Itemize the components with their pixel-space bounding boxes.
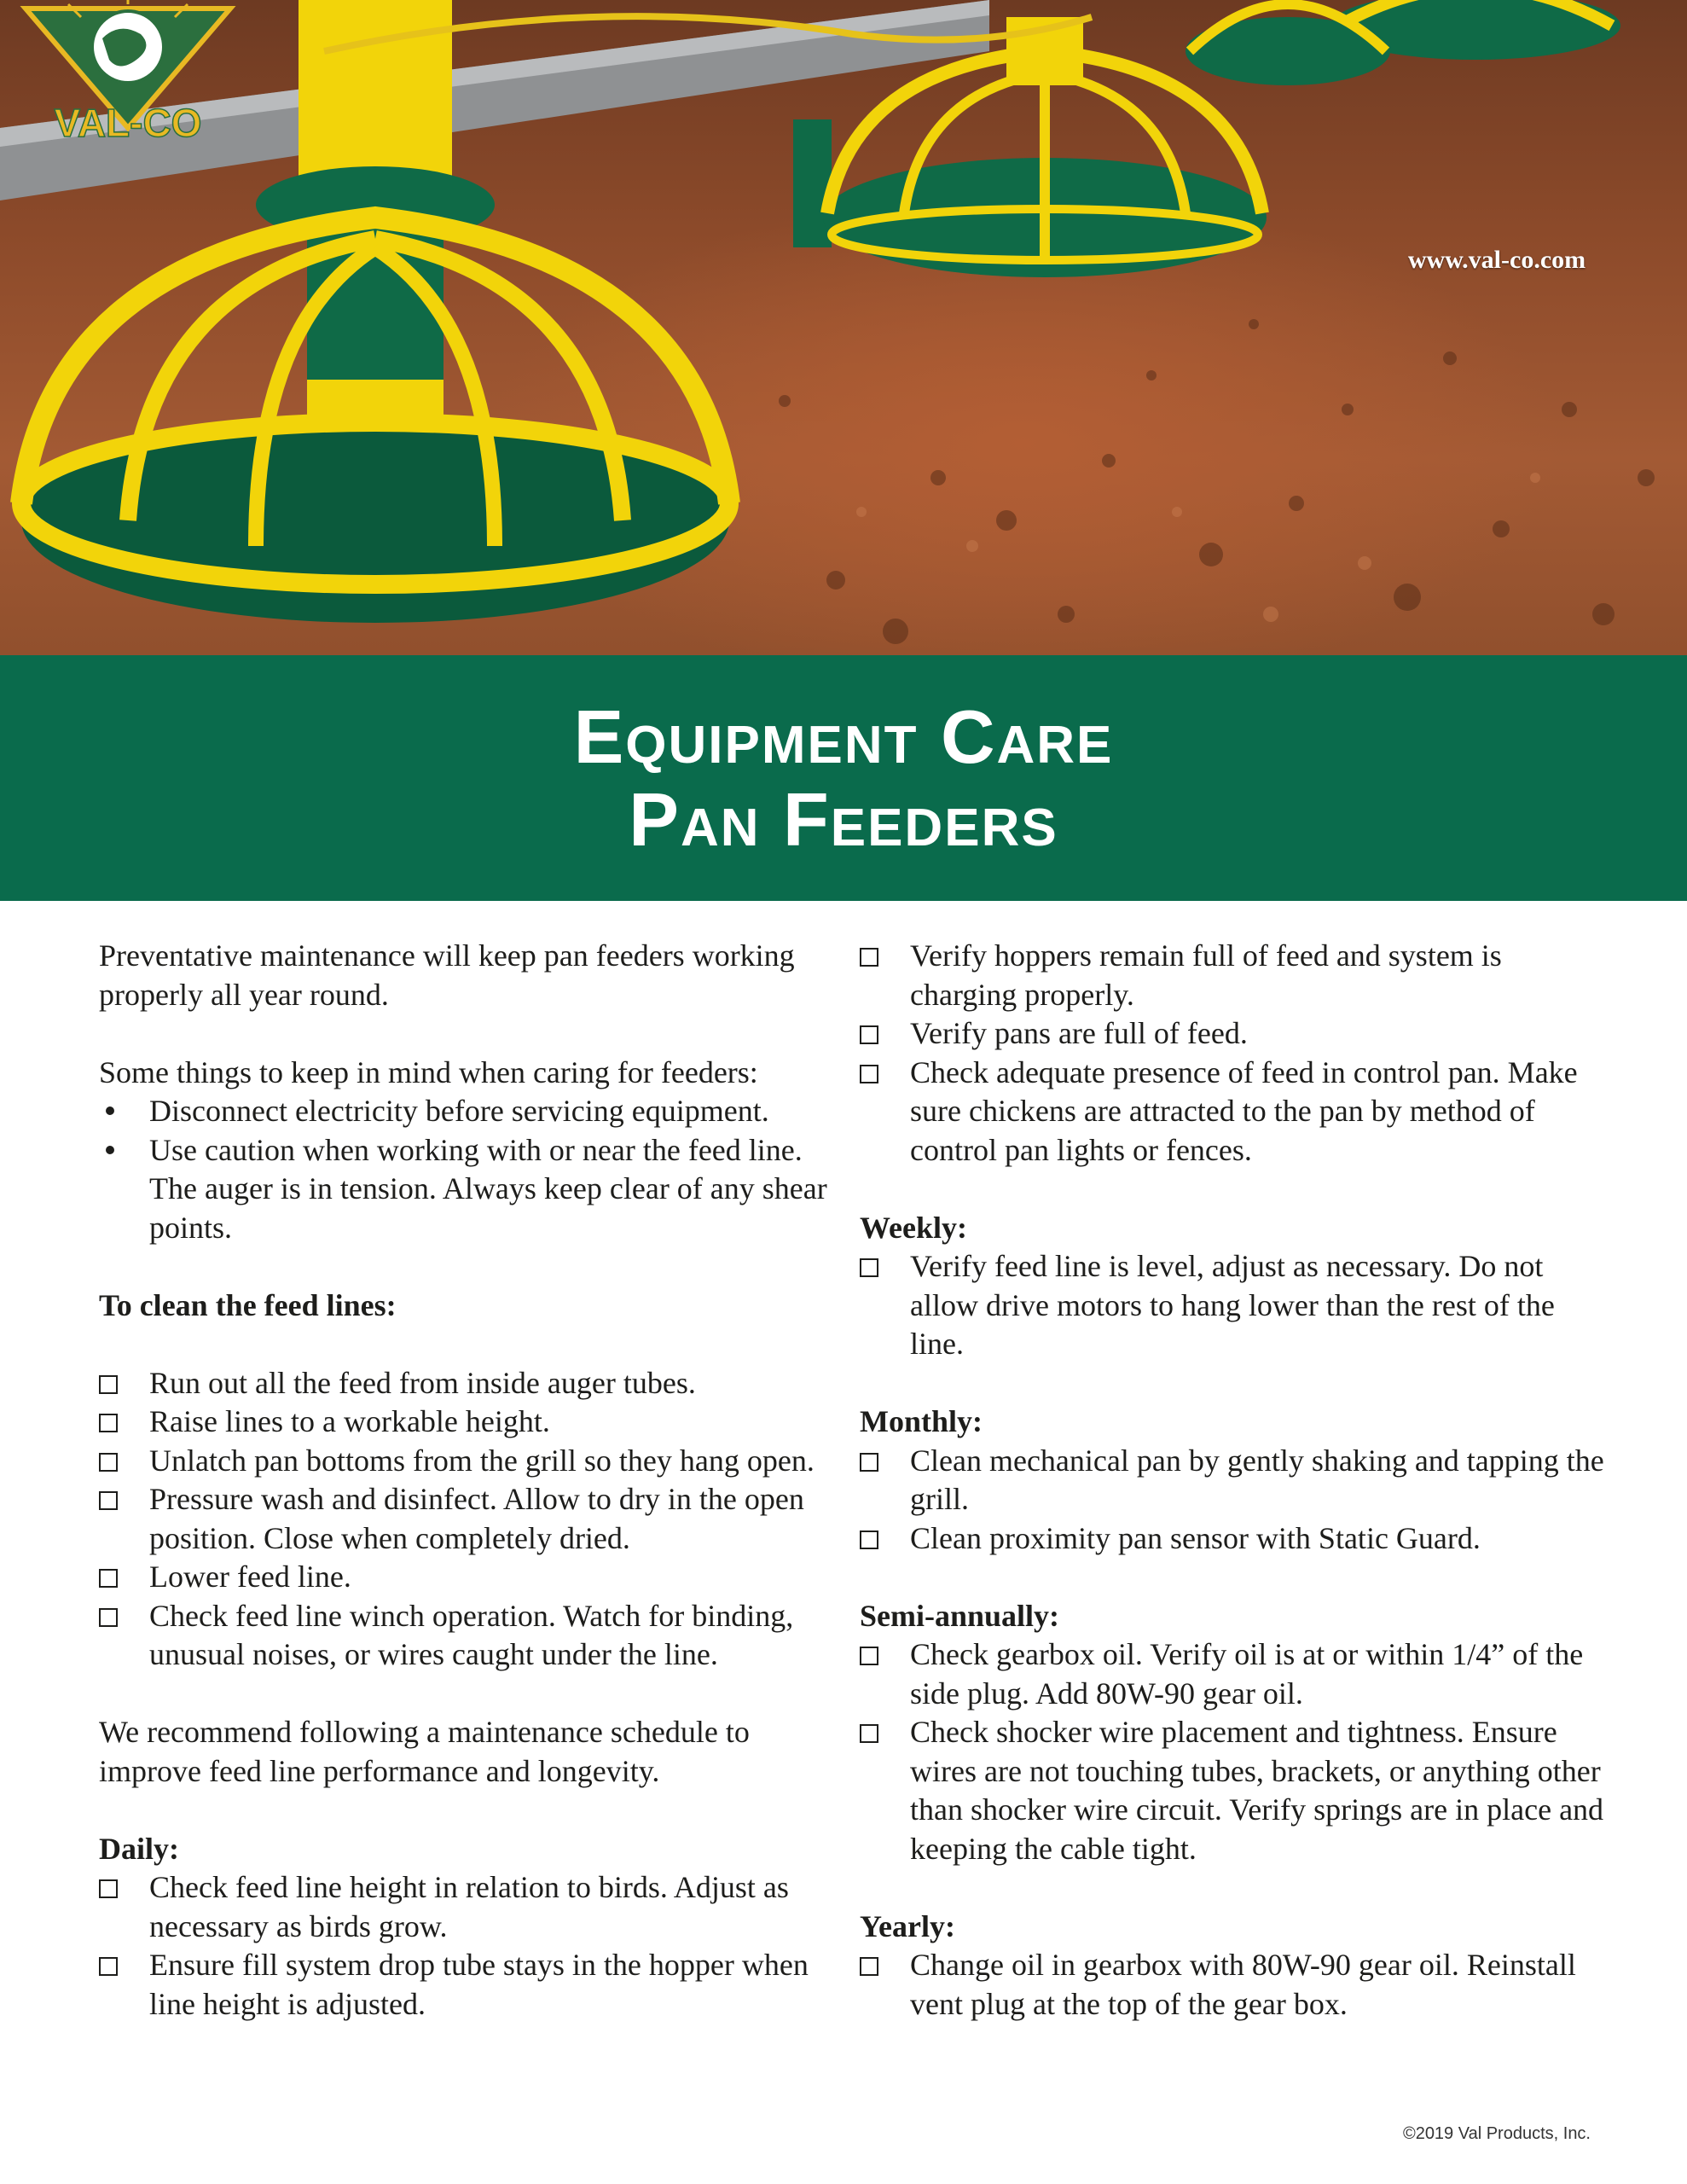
checklist-item[interactable]: Check feed line height in relation to birds. Adjust as necessary as birds grow. <box>99 1868 837 1946</box>
copyright-notice: ©2019 Val Products, Inc. <box>1402 2124 1591 2143</box>
checkbox-icon[interactable] <box>860 1453 878 1472</box>
checklist-item[interactable]: Check gearbox oil. Verify oil is at or within 1/4” of the side plug. Add 80W-90 gear oil. <box>860 1635 1610 1713</box>
bullet-item: Disconnect electricity before servicing equipment. <box>99 1092 837 1131</box>
checklist-item[interactable]: Unlatch pan bottoms from the grill so they hang open. <box>99 1442 837 1481</box>
checklist-item[interactable]: Check shocker wire placement and tightness. Ensure wires are not touching tubes, brackets, or anything other than shocker wire circuit. Verify springs are in place and keeping the cable tight. <box>860 1713 1610 1868</box>
checklist-item[interactable]: Lower feed line. <box>99 1558 837 1597</box>
checklist-item[interactable]: Verify pans are full of feed. <box>860 1014 1610 1054</box>
checkbox-icon[interactable] <box>99 1453 118 1472</box>
checkbox-icon[interactable] <box>99 1608 118 1627</box>
website-url[interactable]: www.val-co.com <box>1407 246 1586 274</box>
checklist-item[interactable]: Pressure wash and disinfect. Allow to dry in the open position. Close when completely dried. <box>99 1480 837 1558</box>
schedule-intro: We recommend following a maintenance schedule to improve feed line performance and longevity. <box>99 1715 750 1788</box>
checklist-item[interactable]: Verify feed line is level, adjust as necessary. Do not allow drive motors to hang lower than the rest of the line. <box>860 1247 1610 1364</box>
checkbox-icon[interactable] <box>99 1879 118 1898</box>
checkbox-icon[interactable] <box>99 1491 118 1510</box>
daily-heading: Daily: <box>99 1831 179 1866</box>
checkbox-icon[interactable] <box>860 948 878 967</box>
left-column <box>99 937 837 2024</box>
checkbox-icon[interactable] <box>99 1569 118 1588</box>
mind-intro: Some things to keep in mind when caring for feeders: <box>99 1054 758 1089</box>
clean-heading: To clean the feed lines: <box>99 1287 397 1322</box>
checkbox-icon[interactable] <box>99 1414 118 1432</box>
checkbox-icon[interactable] <box>860 1258 878 1277</box>
checklist-item[interactable]: Check adequate presence of feed in control pan. Make sure chickens are attracted to the pan by method of control pan lights or fences. <box>860 1054 1610 1170</box>
checkbox-icon[interactable] <box>860 1065 878 1083</box>
bullet-item: Use caution when working with or near the feed line. The auger is in tension. Always keep clear of any shear points. <box>99 1131 837 1248</box>
checklist-item[interactable]: Ensure fill system drop tube stays in the hopper when line height is adjusted. <box>99 1946 837 2024</box>
checklist-item[interactable]: Verify hoppers remain full of feed and system is charging properly. <box>860 937 1610 1014</box>
checklist-item[interactable]: Change oil in gearbox with 80W-90 gear oil. Reinstall vent plug at the top of the gear box. <box>860 1946 1610 2024</box>
checkbox-icon[interactable] <box>99 1375 118 1394</box>
checklist-item[interactable]: Clean proximity pan sensor with Static Guard. <box>860 1519 1610 1559</box>
checkbox-icon[interactable] <box>860 1647 878 1665</box>
checklist-item[interactable]: Clean mechanical pan by gently shaking and tapping the grill. <box>860 1442 1610 1519</box>
checkbox-icon[interactable] <box>860 1531 878 1549</box>
right-column <box>860 937 1610 2024</box>
checklist-item[interactable]: Raise lines to a workable height. <box>99 1403 837 1442</box>
checkbox-icon[interactable] <box>99 1957 118 1976</box>
hero-photo-pan-feeders <box>0 0 1687 655</box>
weekly-heading: Weekly: <box>860 1210 967 1245</box>
semiannual-heading: Semi-annually: <box>860 1598 1060 1633</box>
yearly-heading: Yearly: <box>860 1908 955 1943</box>
checkbox-icon[interactable] <box>860 1025 878 1044</box>
intro-paragraph: Preventative maintenance will keep pan feeders working properly all year round. <box>99 938 795 1012</box>
checkbox-icon[interactable] <box>860 1724 878 1743</box>
bullet-icon <box>106 1107 114 1115</box>
val-co-logo <box>0 0 256 162</box>
checklist-item[interactable]: Run out all the feed from inside auger tubes. <box>99 1364 837 1403</box>
checklist-item[interactable]: Check feed line winch operation. Watch for binding, unusual noises, or wires caught under the line. <box>99 1597 837 1675</box>
svg-text:VAL-CO: VAL-CO <box>54 101 202 145</box>
page-subtitle: Pan Feeders <box>629 777 1058 862</box>
bullet-icon <box>106 1146 114 1154</box>
checkbox-icon[interactable] <box>860 1957 878 1976</box>
monthly-heading: Monthly: <box>860 1404 983 1438</box>
page-title: Equipment Care <box>573 694 1114 779</box>
